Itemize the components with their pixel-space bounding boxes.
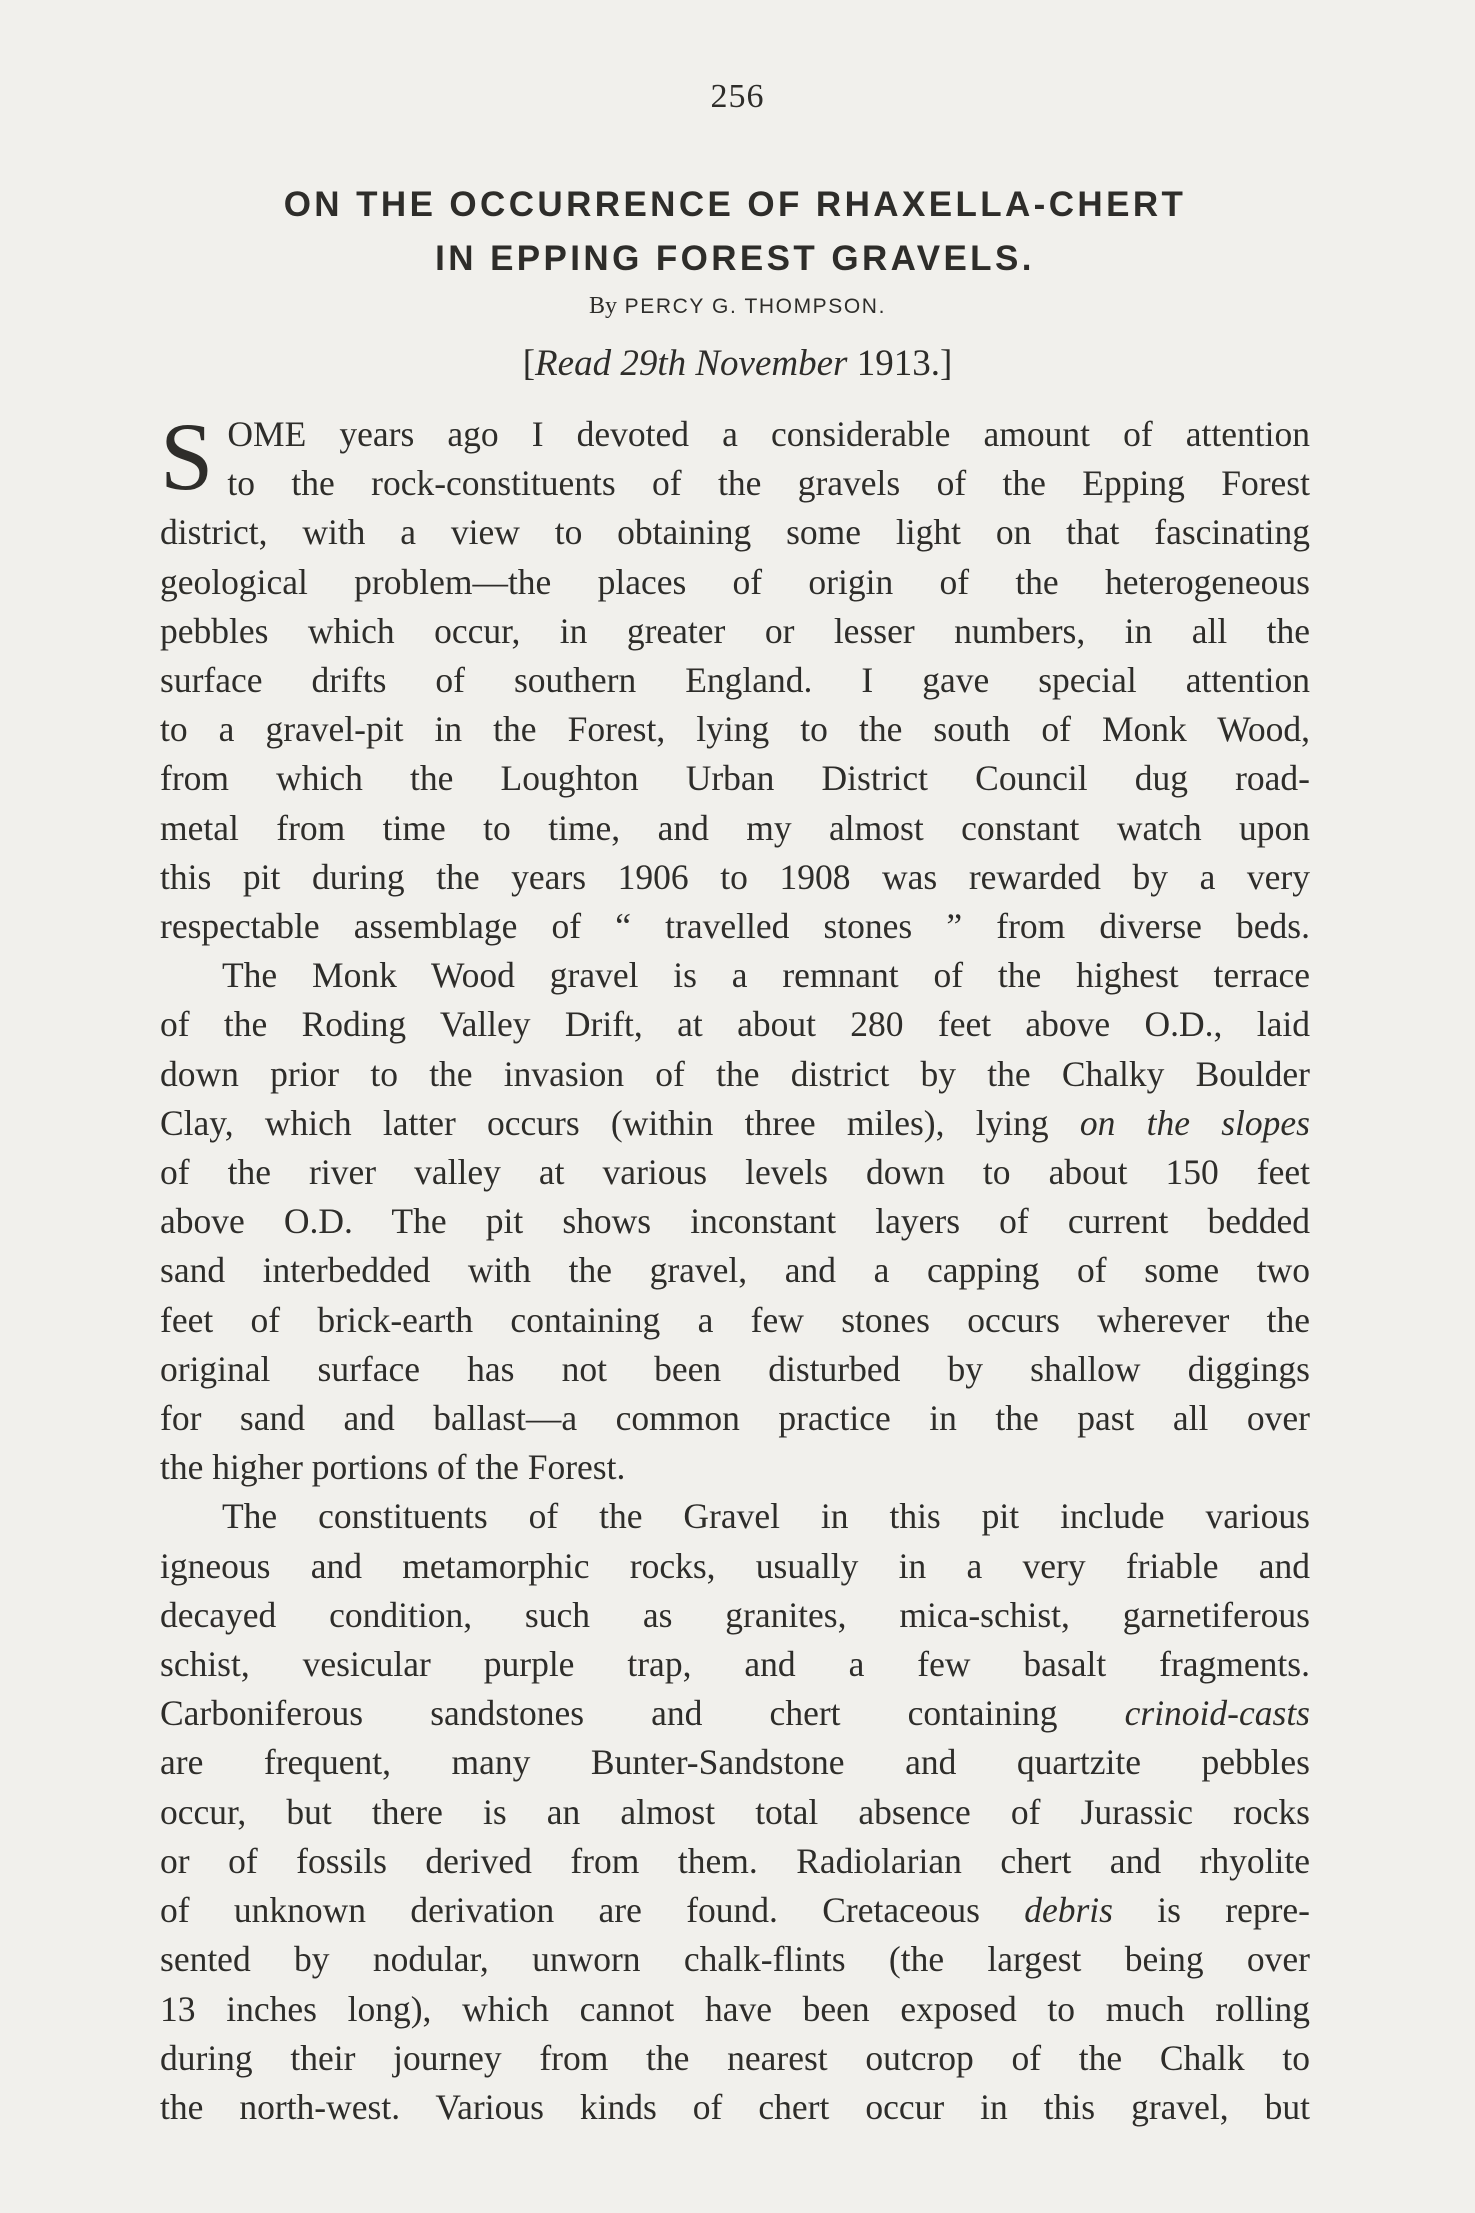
article-title-line-1: ON THE OCCURRENCE OF RHAXELLA-CHERT bbox=[283, 185, 1187, 224]
text-line: decayed condition, such as granites, mica-schist, garnetiferous bbox=[160, 1594, 1310, 1635]
article-title bbox=[160, 178, 1310, 286]
text-line: district, with a view to obtaining some light on that fascinating bbox=[160, 512, 1310, 553]
text-line: 13 inches long), which cannot have been exposed to much rolling bbox=[160, 1988, 1310, 2029]
paragraph-2 bbox=[160, 951, 1310, 1492]
drop-cap: S bbox=[160, 403, 214, 510]
text-line: sented by nodular, unworn chalk-flints (the largest being over bbox=[160, 1939, 1310, 1980]
text-line: down prior to the invasion of the district by the Chalky Boulder bbox=[160, 1053, 1310, 1094]
text-line: respectable assemblage of “ travelled stones ” from diverse beds. bbox=[160, 906, 1310, 947]
text-line: from which the Loughton Urban District Council dug road- bbox=[160, 758, 1310, 799]
article-body bbox=[160, 403, 1310, 2132]
text-line: or of fossils derived from them. Radiolarian chert and rhyolite bbox=[160, 1840, 1310, 1881]
text-line: geological problem—the places of origin of the heterogeneous bbox=[160, 561, 1310, 602]
text-line: Clay, which latter occurs (within three miles), lying on the slopes bbox=[160, 1102, 1310, 1143]
text-line: feet of brick-earth containing a few stones occurs wherever the bbox=[160, 1299, 1310, 1340]
text-line: the north-west. Various kinds of chert occur in this gravel, but bbox=[160, 2086, 1310, 2127]
text-line: pebbles which occur, in greater or lesser numbers, in all the bbox=[160, 610, 1310, 651]
text-line: are frequent, many Bunter-Sandstone and quartzite pebbles bbox=[160, 1742, 1310, 1783]
text-line: of the Roding Valley Drift, at about 280 feet above O.D., laid bbox=[160, 1004, 1310, 1045]
text-line: OME years ago I devoted a considerable amount of attention bbox=[227, 414, 1310, 454]
text-line: this pit during the years 1906 to 1908 was rewarded by a very bbox=[160, 856, 1310, 897]
text-line: for sand and ballast—a common practice in the past all over bbox=[160, 1398, 1310, 1439]
text-line: Carboniferous sandstones and chert containing crinoid-casts bbox=[160, 1693, 1310, 1734]
text-line: occur, but there is an almost total absence of Jurassic rocks bbox=[160, 1791, 1310, 1832]
text-line: of the river valley at various levels down to about 150 feet bbox=[160, 1152, 1310, 1193]
read-date-text: [Read 29th November 1913.] bbox=[522, 343, 953, 384]
text-line: to the rock-constituents of the gravels of the Epping Forest bbox=[227, 463, 1310, 504]
paragraph-3 bbox=[160, 1492, 1310, 2132]
text-line: original surface has not been disturbed by shallow diggings bbox=[160, 1348, 1310, 1389]
article-title-line-2: IN EPPING FOREST GRAVELS. bbox=[435, 239, 1035, 278]
read-date bbox=[0, 342, 1475, 385]
text-line: during their journey from the nearest outcrop of the Chalk to bbox=[160, 2037, 1310, 2078]
text-line: sand interbedded with the gravel, and a capping of some two bbox=[160, 1250, 1310, 1291]
text-line: igneous and metamorphic rocks, usually in a very friable and bbox=[160, 1545, 1310, 1586]
text-line: above O.D. The pit shows inconstant layers of current bedded bbox=[160, 1201, 1310, 1242]
text-line: The Monk Wood gravel is a remnant of the highest terrace bbox=[222, 955, 1310, 996]
text-line: to a gravel-pit in the Forest, lying to the south of Monk Wood, bbox=[160, 709, 1310, 750]
text-line: of unknown derivation are found. Cretaceous debris is repre- bbox=[160, 1890, 1310, 1931]
text-line: metal from time to time, and my almost constant watch upon bbox=[160, 807, 1310, 848]
text-line: The constituents of the Gravel in this pit include various bbox=[222, 1496, 1310, 1537]
paragraph-1 bbox=[160, 403, 1310, 951]
byline-prefix: By bbox=[588, 293, 617, 319]
byline bbox=[0, 293, 1475, 320]
page-number: 256 bbox=[710, 78, 765, 115]
text-line: the higher portions of the Forest. bbox=[160, 1447, 626, 1488]
text-line: surface drifts of southern England. I gave special attention bbox=[160, 660, 1310, 701]
text-line: schist, vesicular purple trap, and a few basalt fragments. bbox=[160, 1644, 1310, 1685]
author-name: PERCY G. THOMPSON. bbox=[624, 295, 887, 318]
